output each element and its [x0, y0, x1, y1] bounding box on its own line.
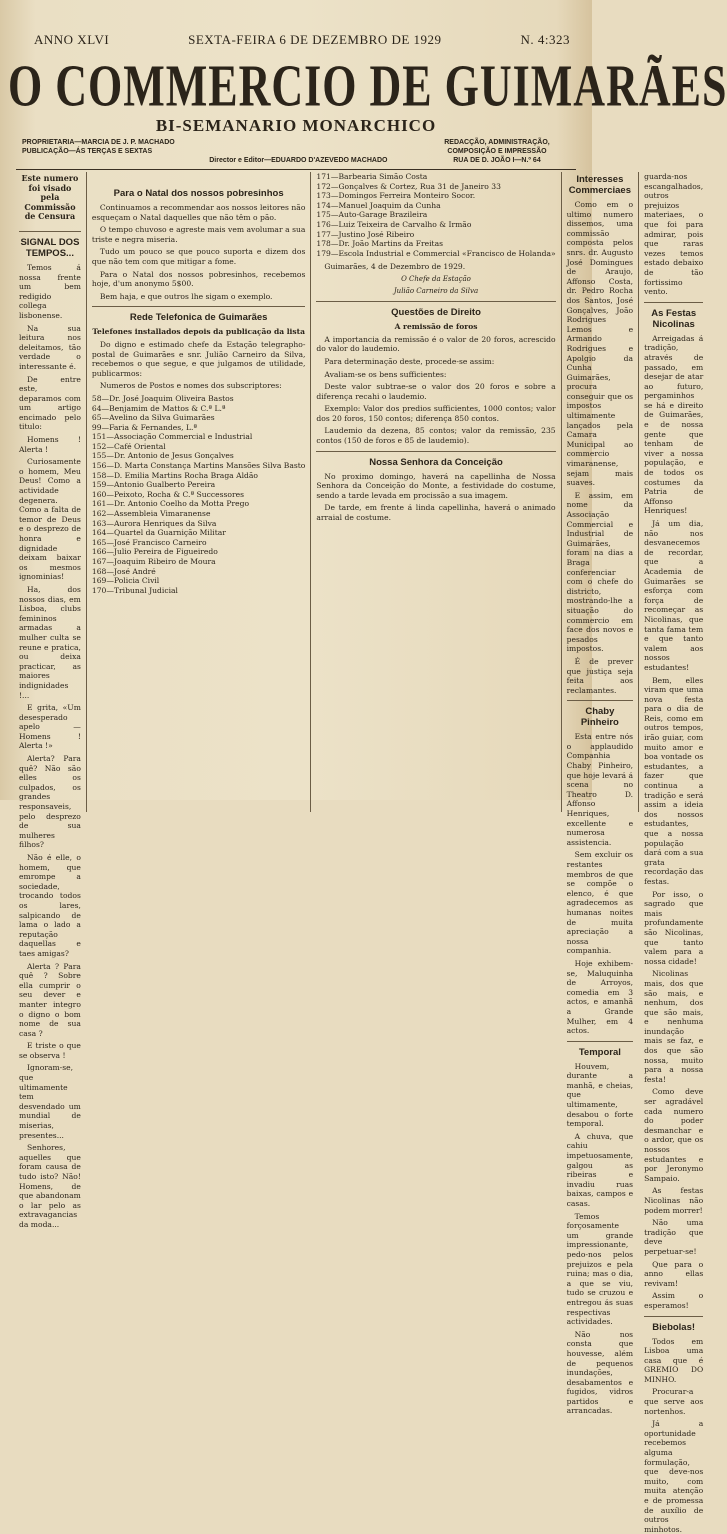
paragraph: Continuamos a recommendar aos nossos leitores não esqueçam o Natal daquelles que não têm o pão. [92, 203, 306, 222]
list-item: 58—Dr. José Joaquim Oliveira Bastos [92, 394, 306, 404]
issue-number: N. 4:323 [521, 32, 571, 48]
column-3 [311, 172, 561, 812]
list-item: 156—D. Marta Constança Martins Mansões Silva Basto [92, 461, 306, 471]
paragraph: E grita, «Um desesperado apelo — Homens ! Alerta !» [19, 703, 81, 751]
paragraph: Já um dia, não nos desvanecemos de recordar, que a Academia de Guimarães se esforça com força de recomeçar as Nicolinas, que tanta fama tem e que tanto valem aos nossos estudantes! [644, 519, 703, 673]
paragraph: Laudemio da dezena, 85 contos; valor da remissão, 235 contos (150 de foros e 85 de laudemio). [316, 426, 555, 445]
paragraph: Que para o anno ellas revivam! [644, 1260, 703, 1289]
paragraph: Bem, elles viram que uma nova festa para o dia de Reis, como em outros tempos, irão guiar, com muito amor e boa vontade os estudantes, a fazer que continua a tradição e será assim a ideia dos nossos estudantes, que a nossa população dará com a sua grata recordação das festas. [644, 676, 703, 887]
paragraph: Senhores, aquelles que foram causa de tudo isto? Não! Homens, de que abandonam o lar pelo as extravagancias da moda... [19, 1143, 81, 1229]
article-columns [14, 172, 578, 812]
paragraph: Já a oportunidade recebemos alguma formulação, que deve-nos muito, com muita atenção e de promessa de auxílio de outros minhotos. [644, 1419, 703, 1534]
article-title-direito: Questões de Direito [316, 307, 555, 318]
list-item: 152—Café Oriental [92, 442, 306, 452]
list-item: 164—Quartel da Guarnição Militar [92, 528, 306, 538]
column-1 [14, 172, 87, 812]
paragraph: Do digno e estimado chefe da Estação telegrapho-postal de Guimarães e snr. Julião Carneiro da Silva, recebemos o que segue, e que julgamos de utilidade, publicarmos: [92, 340, 306, 378]
paragraph: Como em o ultimo numero dissemos, uma commissão composta pelos snrs. dr. Augusto José Domingues de Araujo, Affonso Costa, dr. Pedro Rocha dos Santos, José Gonçalves, João Rodrigues Lemos e Armando Rodrigues e Apolgio da Cunha Guimarães, procura conseguir que os impostos ultimamente lançados pela Camara Municipal ao commercio vimaranense, sejam mais suaves. [567, 200, 633, 488]
article-title-natal: Para o Natal dos nossos pobresinhos [92, 188, 306, 199]
paragraph: Houvem, durante a manhã, e cheias, que ultimamente, desabou o forte temporal. [567, 1062, 633, 1129]
newspaper-page [0, 0, 592, 800]
article-body-temporal [567, 1062, 633, 1416]
article-body-telefonica [92, 340, 306, 391]
article-body-nicolinas [644, 334, 703, 1311]
publication-line: PUBLICAÇÃO—ÁS TERÇAS E SEXTAS [22, 147, 175, 156]
list-item: 179—Escola Industrial e Commercial «Francisco de Holanda» [316, 249, 555, 259]
paragraph: Assim o esperamos! [644, 1291, 703, 1310]
paragraph: Não nos consta que houvesse, além de pequenos inundações, desabamentos e fugidos, vidros partidos e arrancadas. [567, 1330, 633, 1416]
list-item: 175—Auto-Garage Brazileira [316, 210, 555, 220]
paragraph: A importancia da remissão é o valor de 20 foros, acrescido do valor do laudemio. [316, 335, 555, 354]
newspaper-title: O COMMERCIO DE GUIMARÃES [8, 54, 584, 119]
paragraph: Temos á nossa frente um bem redigido collega lisbonense. [19, 263, 81, 321]
list-item: 159—Antonio Gualberto Pereira [92, 480, 306, 490]
column-separator [19, 231, 81, 232]
office-line: REDACÇÃO, ADMINISTRAÇÃO, COMPOSIÇÃO E IMPRESSÃO [422, 138, 572, 156]
column-separator [644, 1316, 703, 1317]
list-item: 170—Tribunal Judicial [92, 586, 306, 596]
column-separator [316, 301, 555, 302]
telephone-list [92, 394, 306, 595]
paragraph: Todos em Lisboa uma casa que é GREMIO DO MINHO. [644, 1337, 703, 1385]
signoff-name: Julião Carneiro da Silva [316, 287, 555, 297]
volume-label: ANNO XLVI [34, 32, 109, 48]
list-item: 178—Dr. João Martins da Freitas [316, 239, 555, 249]
list-item: 166—Julio Pereira de Figueiredo [92, 547, 306, 557]
list-item: 169—Policia Civil [92, 576, 306, 586]
list-item: 151—Associação Commercial e Industrial [92, 432, 306, 442]
article-subtitle-direito: A remissão de foros [316, 322, 555, 332]
article-title-telefonica: Rede Telefonica de Guimarães [92, 312, 306, 323]
paragraph: Ignoram-se, que ultimamente tem desvendado um mundial de miserias, presentes... [19, 1063, 81, 1140]
paragraph: Hoje exhibem-se, Maluquinha de Arroyos, comedia em 3 actos, e amanhã a Grande Mulher, em 4 actos. [567, 959, 633, 1036]
list-item: 155—Dr. Antonio de Jesus Gonçalves [92, 451, 306, 461]
list-item: 162—Assembleia Vimaranense [92, 509, 306, 519]
signoff-role: O Chefe da Estação [316, 275, 555, 285]
paragraph: Tudo um pouco se que pouco suporta e dizem dos que não tem com que mitigar a fome. [92, 247, 306, 266]
paragraph: Não uma tradição que deve perpetuar-se! [644, 1218, 703, 1256]
temporal-continuation: guarda-nos escangalhados, outros prejuizos materiaes, o que foi para admirar, pois que raras vezes temos estado debaixo de tão fortissimo vento. [644, 172, 703, 297]
column-4 [562, 172, 639, 812]
column-separator [567, 700, 633, 701]
column-separator [92, 306, 306, 307]
paragraph: Arreigadas á tradição, através de passado, em desejar de atar ao futuro, pergaminhos se há e direito de Guimarães, e de nossa gente que tenham de viver a nossa população, e de todos os costumes da Patria de Affonso Henriques! [644, 334, 703, 516]
masthead-info-right [422, 138, 572, 165]
list-item: 172—Gonçalves & Cortez, Rua 31 de Janeiro 33 [316, 182, 555, 192]
list-item: 161—Dr. Antonio Coelho da Motta Prego [92, 499, 306, 509]
paragraph: Procurar-a que serve aos nortenhos. [644, 1387, 703, 1416]
column-separator [567, 1041, 633, 1042]
paragraph: Esta entre nós o applaudido Companhia Chaby Pinheiro, que hoje levará á scena no Theatro D. Affonso Henriques, excellente e numerosa assistencia. [567, 732, 633, 847]
article-body-natal [92, 203, 306, 301]
article-title-nicolinas: As Festas Nicolinas [644, 308, 703, 330]
article-title-temporal: Temporal [567, 1047, 633, 1058]
article-title-conceicao: Nossa Senhora da Conceição [316, 457, 555, 468]
header-rule [16, 169, 576, 170]
paragraph: Para o Natal dos nossos pobresinhos, recebemos hoje, d'um anonymo 5$00. [92, 270, 306, 289]
masthead-info-left [22, 138, 175, 165]
list-item: 168—José André [92, 567, 306, 577]
address-line: RUA DE D. JOÃO I—N.º 64 [422, 156, 572, 165]
list-item: 160—Peixoto, Rocha & C.ª Successores [92, 490, 306, 500]
date-label: SEXTA-FEIRA 6 DE DEZEMBRO DE 1929 [188, 32, 441, 48]
article-body-biebolas [644, 1337, 703, 1534]
article-title-interesses: Interesses Commerciaes [567, 174, 633, 196]
signoff-date: Guimarães, 4 de Dezembro de 1929. [316, 262, 555, 272]
paragraph: De tarde, em frente á linda capellinha, haverá o animado arraial de costume. [316, 503, 555, 522]
masthead-topbar [8, 8, 584, 48]
paragraph: Temos forçosamente um grande impressionante, pedo-nos pelos prejuizos e pela ruina; mas o dia, a que se viu, tudo se cruzou e entregou ás suas respectivas actividades. [567, 1212, 633, 1327]
column-2 [87, 172, 312, 812]
article-subtitle-telefonica: Telefones installados depois da publicação da lista [92, 327, 306, 337]
paragraph: E assim, em nome da Associação Commercial e Industrial de Guimarães, foram na dias a Braga conferenciar com o chefe do districto, mostrando-lhe a situação do commercio em face dos novos e pesados impostos. [567, 491, 633, 654]
paragraph: Como deve ser agradável cada numero do poder desmanchar e o ardor, que os nossos estudantes e por Jeronymo Sampaio. [644, 1087, 703, 1183]
paragraph: Nicolinas mais, dos que são mais, e nenhum, dos que são mais, e nenhuma inundação mais se faz, e dos que são nossa, muito para a nossa festa! [644, 969, 703, 1084]
editor-line: Director e Editor—EDUARDO D'AZEVEDO MACHADO [209, 156, 387, 165]
list-item: 173—Domingos Ferreira Monteiro Socor. [316, 191, 555, 201]
paragraph: Não é elle, o homem, que emrompe a sociedade, trocando todos os lares, salpicando de lama o lado a reputação daquellas e taes amigas? [19, 853, 81, 959]
paragraph: Numeros de Postos e nomes dos subscriptores: [92, 381, 306, 391]
article-title-biebolas: Biebolas! [644, 1322, 703, 1333]
column-separator [316, 451, 555, 452]
paragraph: As festas Nicolinas não podem morrer! [644, 1186, 703, 1215]
paragraph: Bem haja, e que outros lhe sigam o exemplo. [92, 292, 306, 302]
paragraph: Alerta? Para quê? Não são elles os culpados, os grandes responsaveis, pelo desprezo de sua mulheres filhos? [19, 754, 81, 850]
paragraph: Curiosamente o homem, Meu Deus! Como a actividade degenera. Como a falta de temor de Deus e o desprezo de honra e dignidade deixam baixar os mesmos ignominias! [19, 457, 81, 582]
paragraph: Para determinação deste, procede-se assim: [316, 357, 555, 367]
paragraph: Avaliam-se os bens sufficientes: [316, 370, 555, 380]
censor-note: Este numero foi visado pela Commissão de Censura [19, 172, 81, 226]
list-item: 64—Benjamim de Mattos & C.ª L.ª [92, 404, 306, 414]
article-title-chaby: Chaby Pinheiro [567, 706, 633, 728]
article-body-chaby [567, 732, 633, 1035]
list-item: 176—Luiz Teixeira de Carvalho & Irmão [316, 220, 555, 230]
owner-line: PROPRIETARIA—MARCIA DE J. P. MACHADO [22, 138, 175, 147]
paragraph: Na sua leitura nos deleitamos, tão verdade o interessante é. [19, 324, 81, 372]
paragraph: Alerta ? Para quê ? Sobre ella cumprir o seu dever e manter integro o digno o bom nome de sua casa ? [19, 962, 81, 1039]
list-item: 65—Avelino da Silva Guimarães [92, 413, 306, 423]
list-item: 171—Barbearia Simão Costa [316, 172, 555, 182]
newspaper-subtitle: BI-SEMANARIO MONARCHICO [8, 116, 584, 136]
paragraph: Sem excluir os restantes membros de que se compõe o elenco, é que agradecemos as humanas noites de muita apreciação a nossa companhia. [567, 850, 633, 956]
article-title-signal: SIGNAL DOS TEMPOS... [19, 237, 81, 259]
masthead-info [8, 136, 584, 165]
list-item: 167—Joaquim Ribeiro de Moura [92, 557, 306, 567]
list-item: 163—Aurora Henriques da Silva [92, 519, 306, 529]
list-item: 165—José Francisco Carneiro [92, 538, 306, 548]
paragraph: Deste valor subtrae-se o valor dos 20 foros e sobre a diferença recahi o laudemio. [316, 382, 555, 401]
list-item: 177—Justino José Ribeiro [316, 230, 555, 240]
paragraph: O tempo chuvoso e agreste mais vem avolumar a sua triste e negra miseria. [92, 225, 306, 244]
column-5 [639, 172, 708, 812]
article-body-signal [19, 263, 81, 1230]
list-item: 158—D. Emilia Martins Rocha Braga Aldão [92, 471, 306, 481]
paragraph: Por isso, o sagrado que mais profundamente são Nicolinas, que tanto valem para a nossa cidade! [644, 890, 703, 967]
column-separator [644, 302, 703, 303]
paragraph: É de prever que justiça seja feita aos reclamantes. [567, 657, 633, 695]
paragraph: E triste o que se observa ! [19, 1041, 81, 1060]
paragraph: Homens ! Alerta ! [19, 435, 81, 454]
paragraph: A chuva, que cahiu impetuosamente, galgou as ribeiras e invadiu ruas baixas, campos e casas. [567, 1132, 633, 1209]
paragraph: Ha, dos nossos dias, em Lisboa, clubs femininos armadas a mulher culta se reune e pratica, ou deixa practicar, as maiores indignidades !... [19, 585, 81, 700]
list-item: 99—Faria & Fernandes, L.ª [92, 423, 306, 433]
article-body-interesses [567, 200, 633, 695]
paragraph: Exemplo: Valor dos predios sufficientes, 1000 contos; valor dos 20 foros, 150 contos; diferença 850 contos. [316, 404, 555, 423]
list-item: 174—Manuel Joaquim da Cunha [316, 201, 555, 211]
article-body-direito [316, 335, 555, 446]
paragraph: No proximo domingo, haverá na capellinha de Nossa Senhora da Conceição do Monte, a festividade do costume, sendo a tarde levada em procissão a sua imagem. [316, 472, 555, 501]
telephone-list-continued [316, 172, 555, 258]
article-body-conceicao [316, 472, 555, 523]
column-spacer [92, 172, 306, 186]
paragraph: De entre este, deparamos com um artigo encimado pelo titulo: [19, 375, 81, 433]
